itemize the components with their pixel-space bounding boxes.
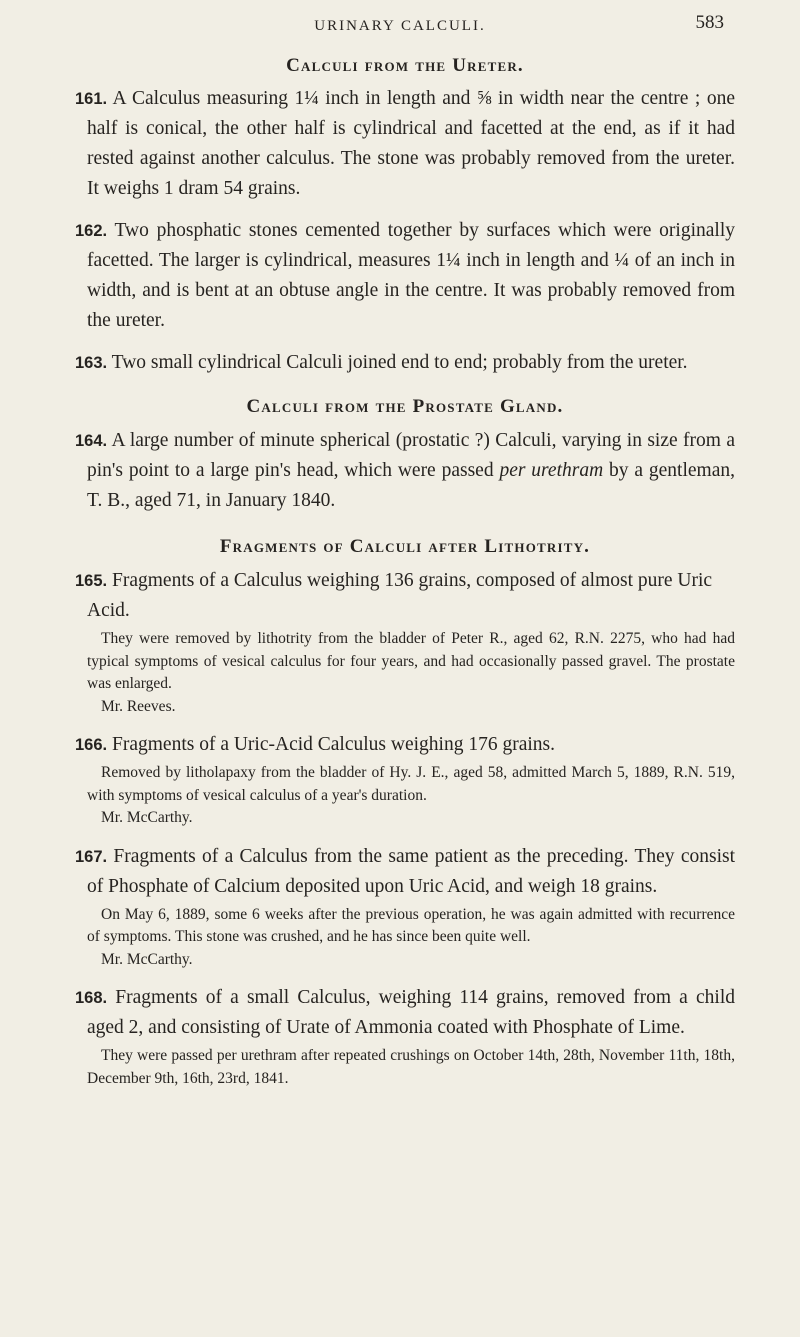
entry-description-italic: per urethram [499,460,604,481]
case-note: They were passed per urethram after repeated crushings on October 14th, 28th, November 11th, 18th, December 9th, 16th, 23rd, 1841. [87,1047,735,1087]
entry-text [75,566,735,626]
catalogue-entry-165 [75,566,735,718]
catalogue-entry-168 [75,983,735,1090]
entry-text [75,84,735,204]
entry-description: Fragments of a Calculus weighing 136 grains, composed of almost pure Uric Acid. [87,570,713,621]
case-note: Removed by litholapaxy from the bladder of Hy. J. E., aged 58, admitted March 5, 1889, R.N. 519, with symptoms of vesical calculus of a year's duration. [87,764,735,804]
entry-description: A Calculus measuring 1¼ inch in length and ⅝ in width near the centre ; one half is conical, the other half is cylindrical and facetted at the end, as if it had rested against another calculus. The stone was probably removed from the ureter. It weighs 1 dram 54 grains. [87,88,735,199]
entry-number: 162. [75,222,108,240]
catalogue-entry-162 [75,216,735,336]
section-heading-ureter: Calculi from the Ureter. [286,55,524,76]
section-heading-prostate: Calculi from the Prostate Gland. [246,396,564,417]
surgeon-name: Mr. Reeves. [101,697,176,715]
section-heading-lithotrity: Fragments of Calculi after Lithotrity. [219,536,591,557]
entry-number: 164. [75,432,108,450]
entry-description-start: A large number of minute spherical (prostatic ?) Calculi, varying in size from a pin's point to a large pin's head, which were passed [87,430,735,481]
surgeon-name: Mr. McCarthy. [101,950,193,968]
entry-description-end: by a gentleman, T. B., aged 71, in January 1840. [87,460,735,511]
entry-number: 161. [75,90,108,108]
entry-description: Two small cylindrical Calculi joined end to end; probably from the ureter. [111,352,688,373]
catalogue-entry-161 [75,84,735,204]
catalogue-entry-163 [75,348,735,378]
entry-description: Fragments of a small Calculus, weighing 114 grains, removed from a child aged 2, and consisting of Urate of Ammonia coated with Phosphate of Lime. [87,987,735,1038]
running-title: URINARY CALCULI. [314,18,486,34]
entry-description: Fragments of a Uric-Acid Calculus weighing 176 grains. [112,734,555,755]
catalogue-entry-166 [75,730,735,830]
entry-text [75,426,735,516]
entry-number: 166. [75,736,108,754]
entry-number: 168. [75,989,108,1007]
entry-number: 167. [75,847,108,866]
entry-description: Two phosphatic stones cemented together by surfaces which were originally facetted. The larger is cylindrical, measures 1¼ inch in length and ¼ of an inch in width, and is bent at an obtuse angle in the centre. It was probably removed from the ureter. [87,220,735,331]
case-note: On May 6, 1889, some 6 weeks after the previous operation, he was again admitted with recurrence of symptoms. This stone was crushed, and he has since been quite well. [87,905,735,945]
entry-text [75,730,735,760]
entry-number: 165. [75,572,108,590]
catalogue-entry-164 [75,426,735,516]
case-note: They were removed by lithotrity from the bladder of Peter R., aged 62, R.N. 2275, who had had typical symptoms of vesical calculus for four years, and had occasionally passed gravel. The prostate was enlarged. [87,630,735,692]
page-body [75,55,735,1090]
surgeon-name: Mr. McCarthy. [101,809,193,826]
entry-text [75,983,735,1043]
catalogue-entry-167 [75,842,735,972]
entry-text [75,348,735,378]
page-number: 583 [695,12,724,33]
entry-number: 163. [75,354,108,372]
entry-text [75,216,735,336]
entry-text [75,842,735,902]
entry-description: Fragments of a Calculus from the same patient as the preceding. They consist of Phosphate of Calcium deposited upon Uric Acid, and weigh 18 grains. [87,845,735,897]
